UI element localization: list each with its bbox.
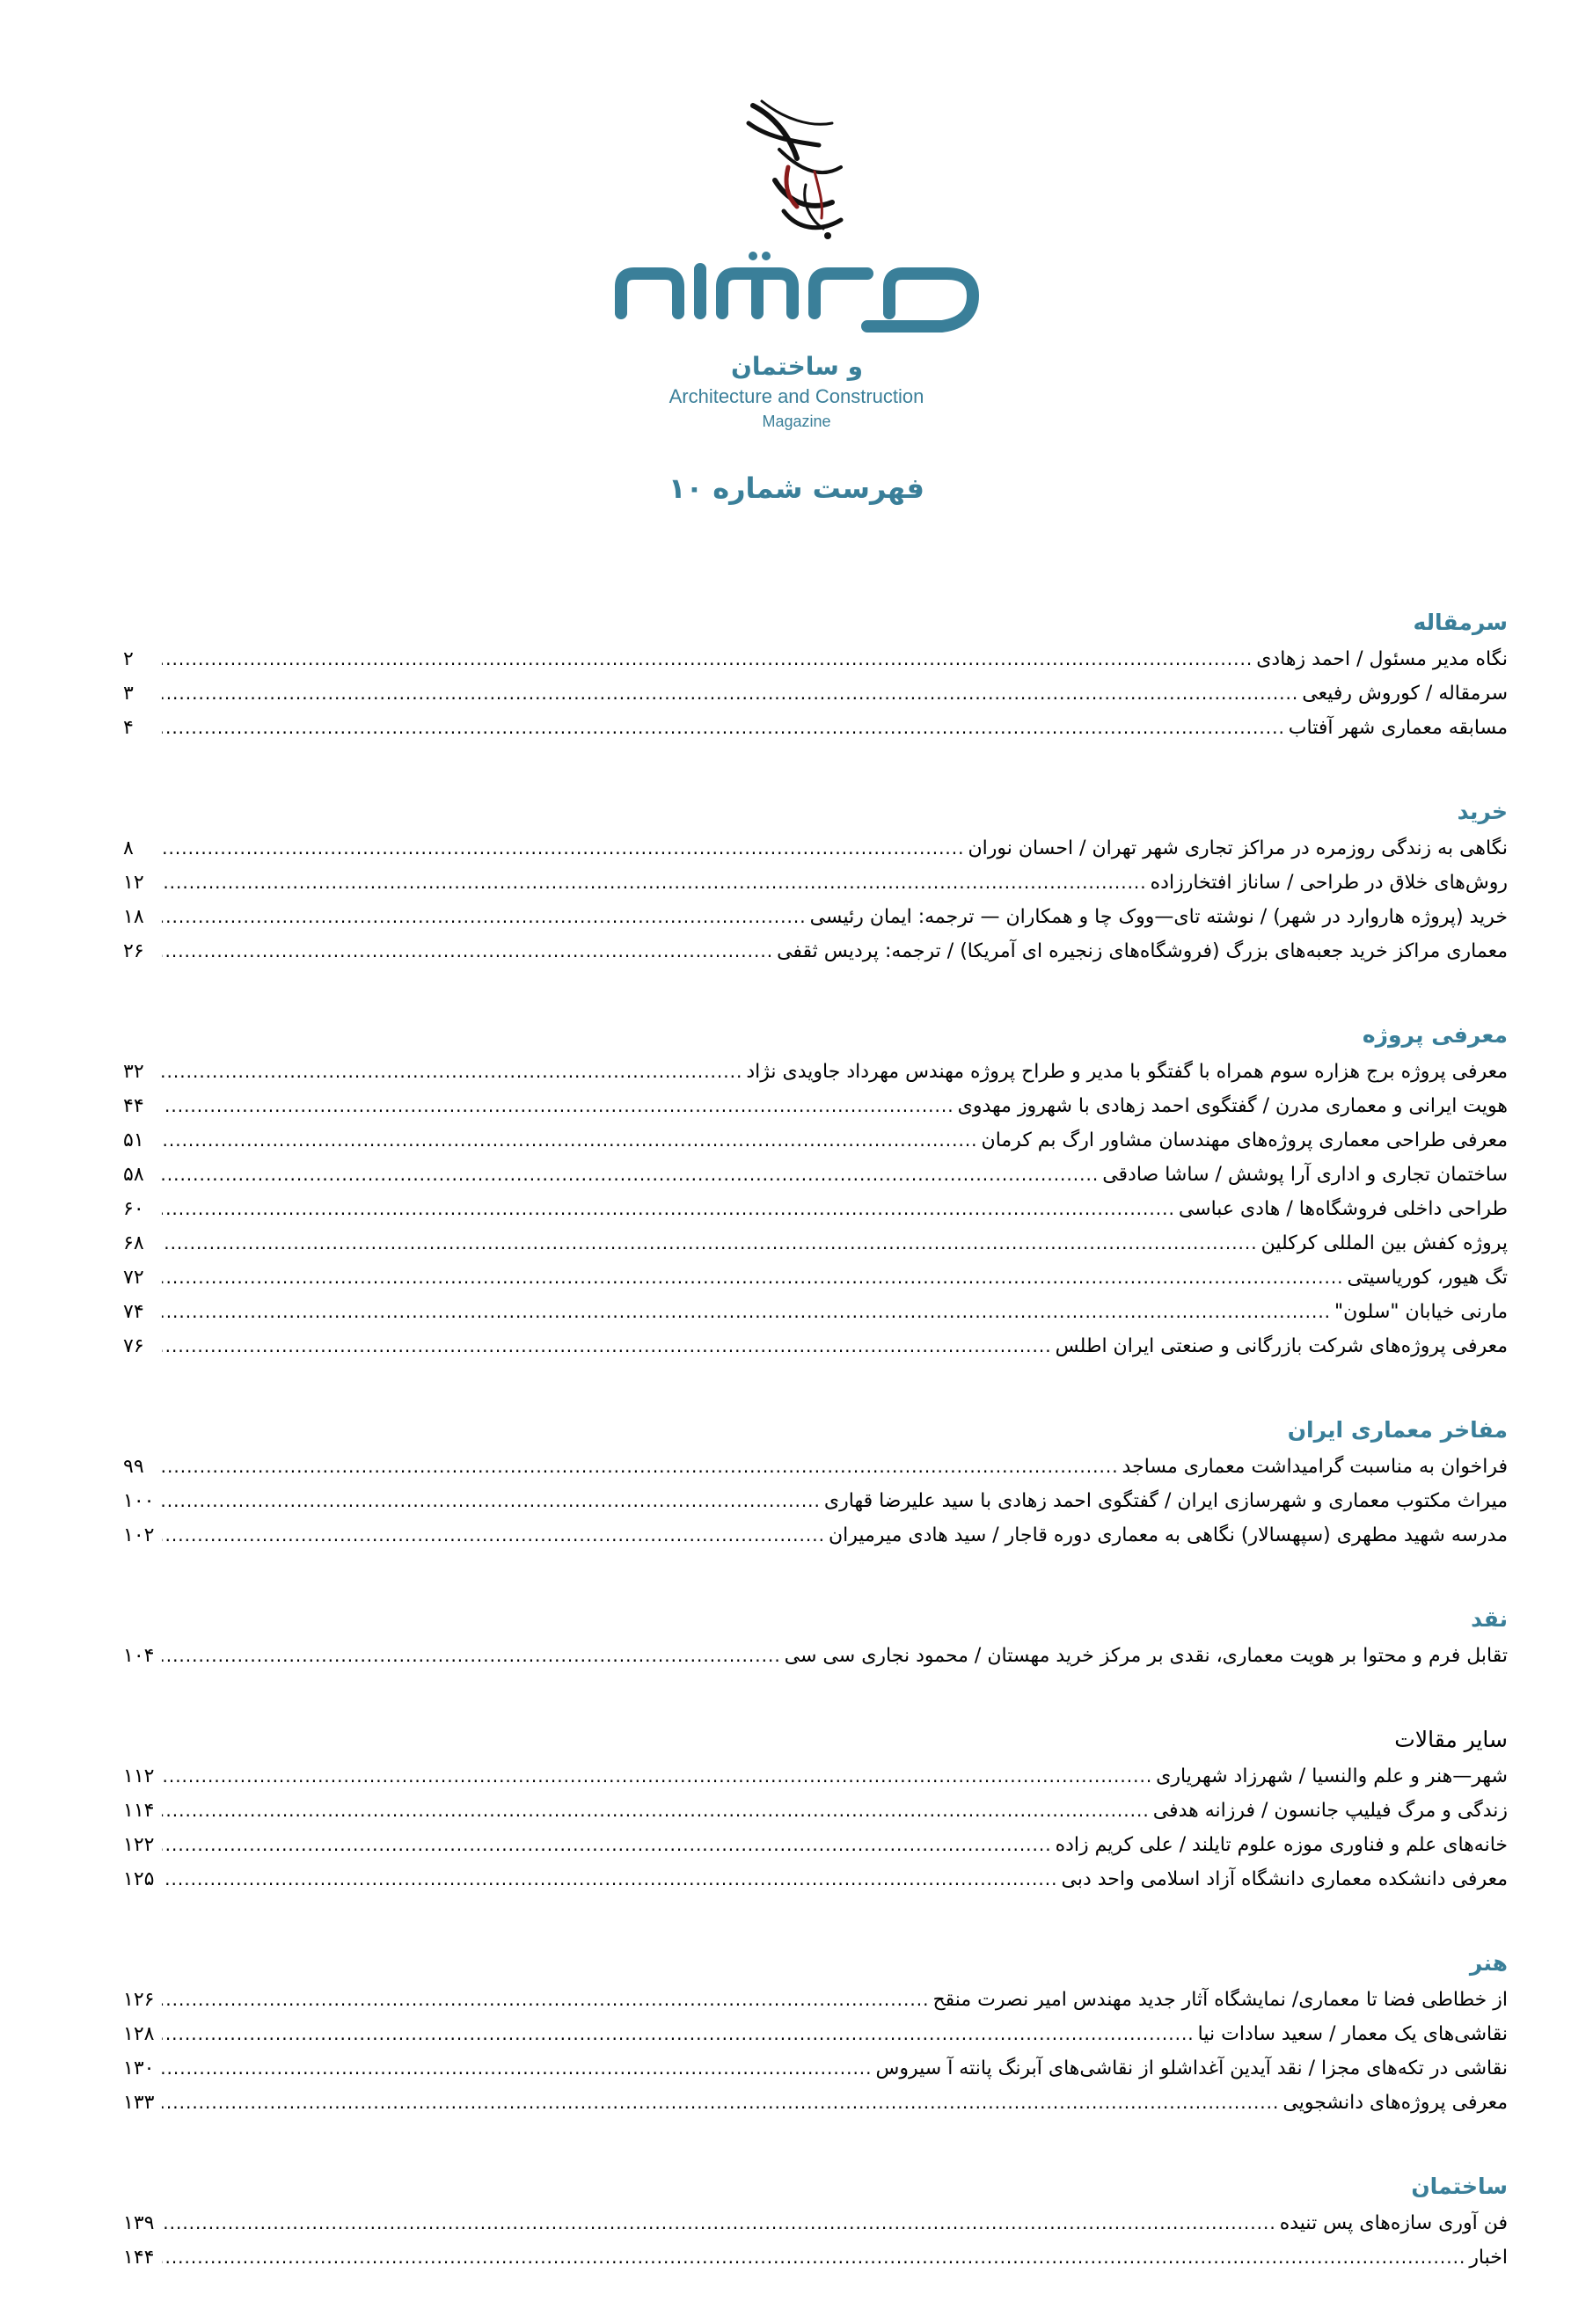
toc-entry bbox=[123, 1794, 1508, 1828]
page-number: ۶۰ bbox=[123, 1198, 144, 1220]
entry-title: میراث مکتوب معماری و شهرسازی ایران / گفتگوی احمد زهادی با سید علیرضا قهاری bbox=[823, 1490, 1508, 1512]
dot-leader bbox=[162, 642, 1253, 676]
dot-leader bbox=[162, 866, 1147, 900]
section-title: مفاخر معماری ایران bbox=[1287, 1417, 1508, 1443]
page-number: ۱۲۵ bbox=[123, 1868, 155, 1890]
entry-title: نگاهی به زندگی روزمره در مراکز تجاری شهر تهران / احسان نوران bbox=[968, 837, 1508, 859]
toc-entry bbox=[123, 1055, 1508, 1089]
toc-entry bbox=[123, 934, 1508, 968]
entry-title: مدرسه شهید مطهری (سپهسالار) نگاهی به معماری دوره قاجار / سید هادی میرمیران bbox=[828, 1524, 1508, 1546]
toc-entry bbox=[123, 1295, 1508, 1329]
entry-title: تگ هیور، کوریاسیتی bbox=[1347, 1267, 1508, 1289]
entry-title: پروژه کفش بین المللی کرکلین bbox=[1261, 1232, 1508, 1254]
toc-entry bbox=[123, 1123, 1508, 1158]
entry-title: معرفی پروژه برج هزاره سوم همراه با گفتگو با مدیر و طراح پروژه مهندس مهرداد جاویدی نژاد bbox=[746, 1061, 1508, 1083]
entry-title: خرید (پروژه هاروارد در شهر) / نوشته تای—ووک چا و همکاران — ترجمه: ایمان رئیسی bbox=[809, 906, 1508, 928]
toc-entry bbox=[123, 1862, 1508, 1896]
page-number: ۷۶ bbox=[123, 1335, 144, 1357]
page-number: ۱۲ bbox=[123, 872, 144, 894]
page-number: ۴۴ bbox=[123, 1095, 144, 1117]
page-number: ۲ bbox=[123, 648, 134, 670]
dot-leader bbox=[162, 1450, 1119, 1484]
entry-title: نگاه مدیر مسئول / احمد زهادی bbox=[1256, 648, 1508, 670]
toc-section bbox=[123, 794, 1508, 968]
page-number: ۷۴ bbox=[123, 1301, 144, 1323]
toc-entry bbox=[123, 866, 1508, 900]
dot-leader bbox=[162, 1484, 821, 1518]
toc-entry bbox=[123, 1484, 1508, 1518]
toc-entry bbox=[123, 642, 1508, 676]
entry-title: از خطاطی فضا تا معماری/ نمایشگاه آثار جدید مهندس امیر نصرت منقح bbox=[932, 1989, 1508, 2011]
page-number: ۶۸ bbox=[123, 1232, 144, 1254]
dot-leader bbox=[162, 1055, 742, 1089]
dot-leader bbox=[162, 2086, 1279, 2120]
dot-leader bbox=[162, 1261, 1344, 1295]
dot-leader bbox=[162, 1828, 1052, 1862]
dot-leader bbox=[162, 900, 807, 934]
dot-leader bbox=[162, 1759, 1152, 1794]
page-number: ۵۸ bbox=[123, 1164, 144, 1186]
toc-entry bbox=[123, 711, 1508, 745]
page-number: ۱۲۲ bbox=[123, 1834, 155, 1856]
page-number: ۱۳۰ bbox=[123, 2057, 155, 2079]
page-number: ۷۲ bbox=[123, 1267, 144, 1289]
dot-leader bbox=[162, 2051, 873, 2086]
toc-section bbox=[123, 605, 1508, 745]
entry-title: معرفی پروژه‌های دانشجویی bbox=[1282, 2092, 1508, 2114]
dot-leader bbox=[162, 1639, 781, 1673]
dot-leader bbox=[162, 1862, 1057, 1896]
toc-entry bbox=[123, 2240, 1508, 2275]
dot-leader bbox=[162, 711, 1285, 745]
page-number: ۳۲ bbox=[123, 1061, 144, 1083]
dot-leader bbox=[162, 2017, 1195, 2051]
entry-title: معرفی دانشکده معماری دانشگاه آزاد اسلامی واحد دبی bbox=[1061, 1868, 1508, 1890]
entry-title: روش‌های خلاق در طراحی / ساناز افتخارزاده bbox=[1150, 872, 1508, 894]
dot-leader bbox=[162, 1794, 1150, 1828]
entry-title: طراحی داخلی فروشگاه‌ها / هادی عباسی bbox=[1178, 1198, 1508, 1220]
dot-leader bbox=[162, 1295, 1331, 1329]
dot-leader bbox=[162, 1192, 1175, 1226]
page-number: ۱۱۲ bbox=[123, 1765, 155, 1787]
dot-leader bbox=[162, 676, 1298, 711]
page-number: ۱۳۹ bbox=[123, 2212, 155, 2234]
calligraphy-emblem bbox=[735, 97, 859, 246]
logo-subtitle-fa bbox=[709, 348, 885, 384]
section-title: نقد bbox=[1471, 1606, 1508, 1632]
page-number: ۱۰۴ bbox=[123, 1645, 155, 1667]
dot-leader bbox=[162, 1158, 1099, 1192]
section-title: خرید bbox=[1457, 799, 1508, 824]
toc-entry bbox=[123, 1639, 1508, 1673]
masthead bbox=[0, 97, 1593, 433]
section-title: معرفی پروژه bbox=[1362, 1022, 1508, 1048]
toc-section bbox=[123, 2169, 1508, 2275]
magazine-name-en: Architecture and Construction bbox=[669, 385, 924, 407]
table-of-contents bbox=[123, 605, 1508, 2324]
toc-entry bbox=[123, 2086, 1508, 2120]
dot-leader bbox=[162, 2206, 1276, 2240]
entry-title: مارنی خیابان "سلون" bbox=[1334, 1301, 1508, 1323]
dot-leader bbox=[162, 831, 965, 866]
entry-title: ساختمان تجاری و اداری آرا پوشش / ساشا صادقی bbox=[1102, 1164, 1508, 1186]
dot-leader bbox=[162, 1123, 978, 1158]
toc-entry bbox=[123, 1828, 1508, 1862]
page-number: ۱۰۰ bbox=[123, 1490, 155, 1512]
toc-entry bbox=[123, 2051, 1508, 2086]
toc-section bbox=[123, 1602, 1508, 1673]
toc-entry bbox=[123, 1518, 1508, 1553]
entry-title: هویت ایرانی و معماری مدرن / گفتگوی احمد زهادی با شهروز مهدوی bbox=[957, 1095, 1508, 1117]
toc-section bbox=[123, 1413, 1508, 1553]
dot-leader bbox=[162, 1226, 1258, 1261]
toc-section bbox=[123, 1722, 1508, 1896]
toc-entry bbox=[123, 1329, 1508, 1363]
dot-leader bbox=[162, 1518, 825, 1553]
page-number: ۱۰۲ bbox=[123, 1524, 155, 1546]
page-number: ۳ bbox=[123, 683, 134, 705]
section-title: سرمقاله bbox=[1413, 610, 1508, 635]
toc-entry bbox=[123, 900, 1508, 934]
page-number: ۱۲۶ bbox=[123, 1989, 155, 2011]
section-title: ساختمان bbox=[1411, 2174, 1508, 2199]
toc-entry bbox=[123, 1226, 1508, 1261]
entry-title: خانه‌های علم و فناوری موزه علوم تایلند / علی کریم زاده bbox=[1055, 1834, 1508, 1856]
toc-section bbox=[123, 1946, 1508, 2120]
toc-entry bbox=[123, 1158, 1508, 1192]
entry-title: شهر—هنر و علم والنسیا / شهرزاد شهریاری bbox=[1156, 1765, 1508, 1787]
logo-wordmark bbox=[603, 252, 990, 348]
svg-text:و ساختمان: و ساختمان bbox=[730, 352, 863, 381]
toc-section bbox=[123, 1018, 1508, 1363]
entry-title: معرفی طراحی معماری پروژه‌های مهندسان مشاور ارگ بم کرمان bbox=[981, 1129, 1508, 1151]
section-title: سایر مقالات bbox=[1394, 1727, 1508, 1752]
entry-title: معماری مراکز خرید جعبه‌های بزرگ (فروشگاه‌های زنجیره ای آمریکا) / ترجمه: پردیس ثقفی bbox=[777, 940, 1508, 962]
toc-entry bbox=[123, 831, 1508, 866]
entry-title: سرمقاله / کوروش رفیعی bbox=[1302, 683, 1508, 705]
page-number: ۱۳۳ bbox=[123, 2092, 155, 2114]
entry-title: فراخوان به مناسبت گرامیداشت معماری مساجد bbox=[1122, 1456, 1508, 1478]
dot-leader bbox=[162, 934, 773, 968]
entry-title: معرفی پروژه‌های شرکت بازرگانی و صنعتی ایران اطلس bbox=[1055, 1335, 1508, 1357]
page-number: ۹۹ bbox=[123, 1456, 144, 1478]
toc-entry bbox=[123, 676, 1508, 711]
toc-entry bbox=[123, 1759, 1508, 1794]
entry-title: مسابقه معماری شهر آفتاب bbox=[1288, 717, 1508, 739]
page-number: ۵۱ bbox=[123, 1129, 144, 1151]
page-number: ۱۱۴ bbox=[123, 1800, 155, 1822]
dot-leader bbox=[162, 1329, 1052, 1363]
dot-leader bbox=[162, 1983, 929, 2017]
toc-entry bbox=[123, 2206, 1508, 2240]
toc-title: فهرست شماره ۱۰ bbox=[669, 471, 924, 505]
entry-title: اخبار bbox=[1469, 2247, 1508, 2269]
page-number: ۱۸ bbox=[123, 906, 144, 928]
entry-title: نقاشی‌های یک معمار / سعید سادات نیا bbox=[1197, 2023, 1508, 2045]
page-number: ۱۲۸ bbox=[123, 2023, 155, 2045]
entry-title: نقاشی در تکه‌های مجزا / نقد آیدین آغداشلو از نقاشی‌های آبرنگ پانته آ سیروس bbox=[875, 2057, 1508, 2079]
page-number: ۴ bbox=[123, 717, 134, 739]
entry-title: زندگی و مرگ فیلیپ جانسون / فرزانه هدفی bbox=[1152, 1800, 1508, 1822]
dot-leader bbox=[162, 2240, 1465, 2275]
entry-title: فن آوری سازه‌های پس تنیده bbox=[1279, 2212, 1508, 2234]
toc-entry bbox=[123, 2017, 1508, 2051]
page-number: ۲۶ bbox=[123, 940, 144, 962]
section-title: هنر bbox=[1469, 1950, 1508, 1976]
entry-title: تقابل فرم و محتوا بر هویت معماری، نقدی بر مرکز خرید مهستان / محمود نجاری سی سی bbox=[784, 1645, 1508, 1667]
toc-entry bbox=[123, 1192, 1508, 1226]
toc-entry bbox=[123, 1983, 1508, 2017]
dot-leader bbox=[162, 1089, 954, 1123]
magazine-label-en: Magazine bbox=[762, 413, 831, 430]
page-number: ۸ bbox=[123, 837, 134, 859]
page-number: ۱۴۴ bbox=[123, 2247, 155, 2269]
toc-entry bbox=[123, 1089, 1508, 1123]
toc-entry bbox=[123, 1450, 1508, 1484]
toc-entry bbox=[123, 1261, 1508, 1295]
